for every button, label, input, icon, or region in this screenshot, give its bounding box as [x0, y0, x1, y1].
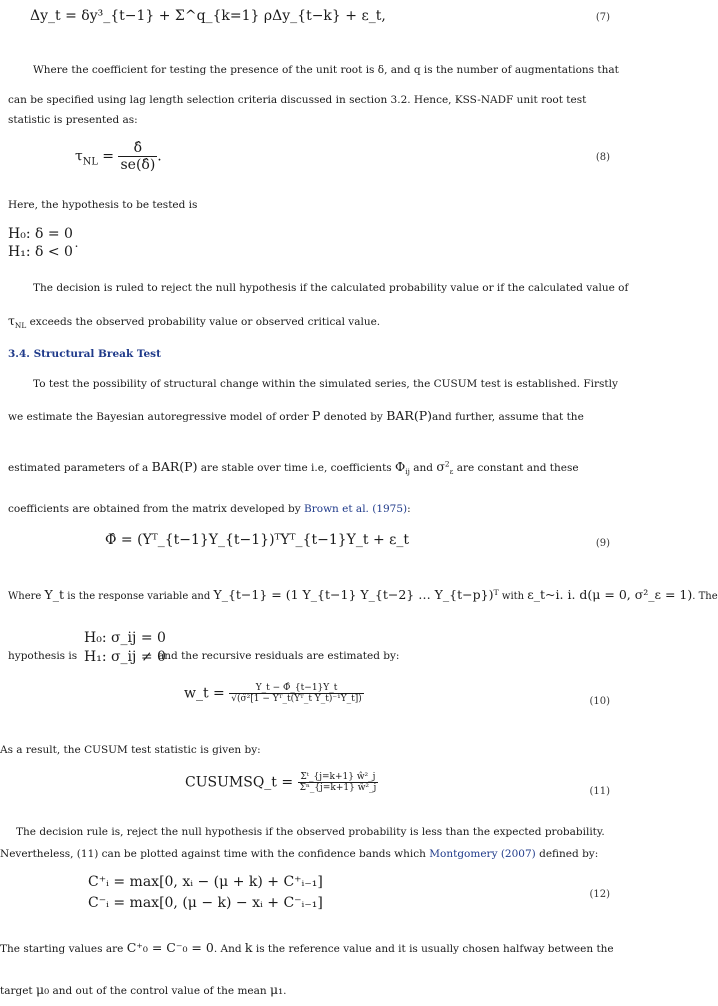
para7-line2-c: . [283, 985, 287, 997]
equation-12-line1: C⁺ᵢ = max[0, xᵢ − (μ + k) + C⁺ᵢ₋₁] [88, 874, 323, 890]
para2-line2 [8, 313, 380, 330]
para5: As a result, the CUSUM test statistic is given by: [0, 744, 261, 756]
equation-12-line2: C⁻ᵢ = max[0, (μ − k) − xᵢ + C⁻ᵢ₋₁] [88, 895, 323, 911]
para7-line1-b: . And [213, 943, 245, 955]
para3-line2-p: P [311, 408, 321, 423]
para4-formula: Y_{t−1} = (1 Y_{t−1} Y_{t−2} … Y_{t−p})ᵀ [213, 587, 499, 602]
para3-line3-bar: BAR(P) [151, 459, 198, 474]
para3-sigma-sup: 2 [444, 459, 450, 469]
para2-tau: τ [8, 313, 15, 328]
para7-line1-a: The starting values are [0, 943, 127, 955]
para6-line1: The decision rule is, reject the null hypothesis if the observed probability is less than the expected probability. [16, 826, 605, 838]
para6-line2 [0, 848, 598, 860]
eq8-denominator: se(δ̂) [120, 157, 156, 173]
eq8-lhs-sub: NL [82, 156, 98, 168]
para3-line3-c: and [409, 462, 437, 474]
para7-formula: C⁺₀ = C⁻₀ = 0 [126, 940, 214, 955]
para4-line1-b: is the response variable and [64, 591, 214, 602]
para4-line1-d: . The [692, 591, 718, 602]
equation-7: Δy_t = δy³_{t−1} + Σ^q_{k=1} ρΔy_{t−k} + ε_t, [30, 8, 386, 24]
para7-mu0: μ₀ [36, 982, 50, 997]
equation-12-number: (12) [589, 889, 610, 900]
equation-9-number: (9) [595, 538, 610, 549]
para1-line2: can be specified using lag length selection criteria discussed in section 3.2. Hence, KSS-NADF unit root test [8, 94, 587, 106]
para4-eps: ε_t~i. i. d(μ = 0, σ²_ε = 1) [527, 587, 693, 602]
eq10-lhs: w_t = [184, 685, 225, 702]
eq10-denominator: √(σ̂²[1 − Yᵀ_t(Yᵀ_t Y_t)⁻¹Y_t]) [231, 694, 362, 704]
para2-rest: exceeds the observed probability value or observed critical value. [26, 316, 381, 328]
para3-sigma: σ [436, 459, 445, 474]
para7-mu1: μ₁ [269, 982, 284, 997]
para4-yt: Y_t [44, 587, 65, 602]
para6-line2-a: Nevertheless, (11) can be plotted against time with the confidence bands which [0, 848, 430, 860]
reference-link-montgomery[interactable]: Montgomery (2007) [429, 848, 536, 860]
reference-link-brown[interactable]: Brown et al. (1975) [304, 503, 408, 515]
eq8-lhs: τ [75, 148, 83, 165]
eq10-numerator: Y_t − Φ̂_{t−1}Y_t [229, 683, 364, 694]
para3-line2-a: we estimate the Bayesian autoregressive model of order [8, 411, 312, 423]
para3-sigma-sub: ε [449, 467, 454, 477]
eq8-equals: = [102, 148, 115, 165]
para4-hyp-h0: H₀: σ_ij = 0 [84, 630, 166, 646]
hypothesis-h0: H₀: δ = 0 [8, 226, 73, 242]
para7-line1 [0, 940, 614, 955]
eq11-denominator: Σⁿ_{j=k+1} ŵ²_j [299, 783, 377, 793]
equation-8 [75, 140, 162, 173]
equation-11-number: (11) [589, 786, 610, 797]
eq11-lhs: CUSUMSQ_t = [185, 774, 294, 791]
equation-7-number: (7) [595, 12, 610, 23]
para7-line2-b: and out of the control value of the mean [49, 985, 270, 997]
para1-line3: statistic is presented as: [8, 114, 138, 126]
para4-line1-c: with [498, 591, 528, 602]
para3-line4-a: coefficients are obtained from the matrix developed by [8, 503, 305, 515]
eq8-tail: . [157, 148, 162, 165]
para7-k: k [244, 940, 253, 955]
para4-hyp-intro: hypothesis is [8, 650, 78, 662]
para4-hyp-h1: H₁: σ_ij ≠ 0 [84, 649, 166, 665]
para3-line2 [8, 408, 584, 423]
eq10-fraction [229, 683, 364, 704]
hypothesis-intro: Here, the hypothesis to be tested is [8, 199, 198, 211]
para3-line4 [8, 503, 411, 515]
para3-phi: Φ [395, 459, 406, 474]
para1-line1: Where the coefficient for testing the presence of the unit root is δ, and q is the number of augmentations that [33, 64, 619, 76]
eq11-numerator: Σᵗ_{j=k+1} ŵ²_j [298, 772, 379, 783]
section-title: Structural Break Test [33, 348, 161, 360]
para2-line1: The decision is ruled to reject the null hypothesis if the calculated probability value or if the calculated value of [33, 282, 629, 294]
para4-line1-a: Where [8, 591, 45, 602]
equation-9: Φ̂ = (Yᵀ_{t−1}Y_{t−1})ᵀYᵀ_{t−1}Y_t + ε_t [105, 532, 410, 548]
equation-11 [185, 772, 378, 793]
section-number: 3.4. [8, 348, 30, 360]
para4-line1 [8, 587, 718, 602]
para3-phi-sub: ij [405, 467, 410, 477]
para3-line1: To test the possibility of structural change within the simulated series, the CUSUM test is established. Firstly [33, 378, 618, 390]
para3-line3 [8, 459, 579, 476]
section-heading [8, 348, 161, 360]
para7-line2-a: target [0, 985, 36, 997]
para3-line2-c: and further, assume that the [432, 411, 584, 423]
eq8-fraction [118, 140, 157, 173]
para7-line2 [0, 982, 286, 997]
equation-10 [184, 683, 364, 704]
equation-8-number: (8) [595, 152, 610, 163]
para4-hyp-tail: and the recursive residuals are estimated by: [158, 650, 400, 662]
para3-line3-b: are stable over time i.e, coefficients [197, 462, 396, 474]
para3-line4-b: : [407, 503, 411, 515]
hypothesis-h1: H₁: δ < 0˙ [8, 244, 80, 260]
eq8-numerator: δ̂ [118, 140, 157, 157]
eq11-fraction [298, 772, 379, 793]
para6-line2-b: defined by: [535, 848, 599, 860]
para3-line2-bar: BAR(P) [386, 408, 432, 423]
para7-line1-c: is the reference value and it is usually chosen halfway between the [252, 943, 614, 955]
para3-line3-a: estimated parameters of a [8, 462, 152, 474]
equation-10-number: (10) [589, 696, 610, 707]
para3-line3-d: are constant and these [453, 462, 579, 474]
para2-tau-sub: NL [14, 321, 27, 331]
para3-line2-b: denoted by [320, 411, 387, 423]
